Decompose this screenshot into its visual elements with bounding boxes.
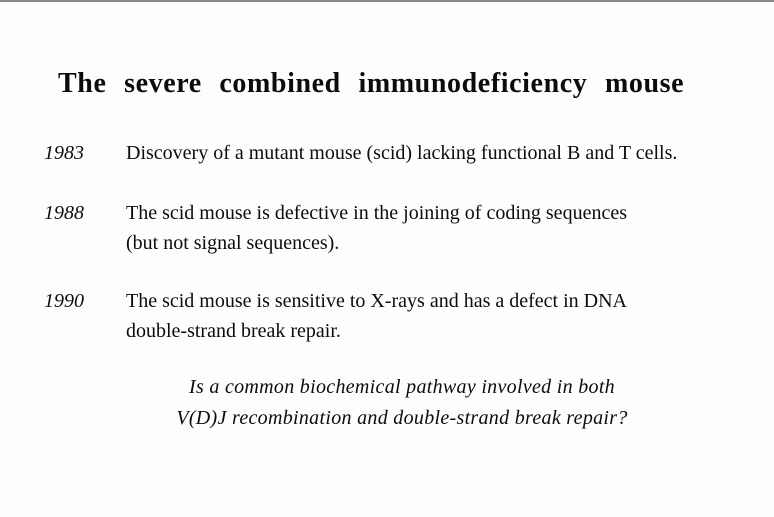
entry-line: double-strand break repair. (126, 320, 341, 342)
entry-year-1990: 1990 (44, 290, 84, 312)
closing-question (110, 372, 694, 434)
top-border (0, 0, 774, 2)
entry-text-1988 (126, 198, 766, 258)
entry-year-1988: 1988 (44, 202, 84, 224)
entry-text-1983 (126, 138, 766, 168)
entry-line: Discovery of a mutant mouse (scid) lacking functional B and T cells. (126, 142, 678, 164)
entry-text-1990 (126, 286, 766, 346)
slide-title: The severe combined immunodeficiency mouse (58, 68, 685, 99)
question-line: Is a common biochemical pathway involved in both (189, 376, 615, 398)
entry-line: The scid mouse is sensitive to X-rays and has a defect in DNA (126, 290, 627, 312)
entry-year-1983: 1983 (44, 142, 84, 164)
question-line: V(D)J recombination and double-strand break repair? (176, 407, 628, 429)
entry-line: (but not signal sequences). (126, 232, 340, 254)
entry-line: The scid mouse is defective in the joining of coding sequences (126, 202, 627, 224)
